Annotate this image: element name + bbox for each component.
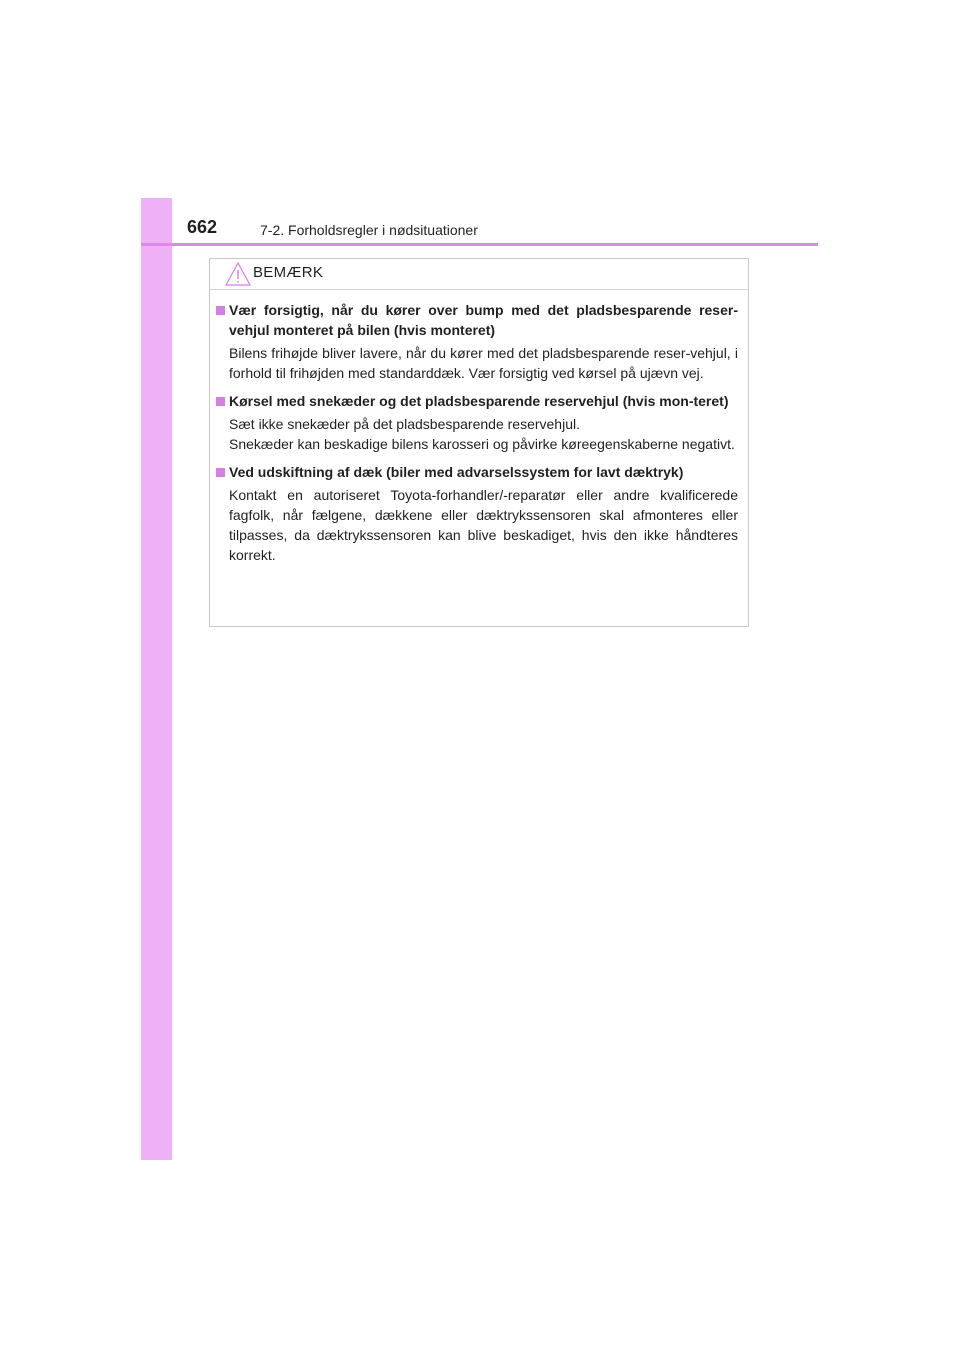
notice-header	[210, 259, 748, 290]
notice-title: BEMÆRK	[253, 264, 324, 281]
notice-item-text	[216, 343, 738, 383]
notice-item	[216, 391, 738, 454]
chapter-side-tab	[141, 198, 172, 1160]
section-title: 7-2. Forholdsregler i nødsituationer	[260, 222, 478, 238]
notice-item-text	[216, 485, 738, 565]
square-bullet-icon	[216, 468, 225, 477]
notice-body	[210, 290, 748, 565]
paragraph: Kontakt en autoriseret Toyota-forhandler/-reparatør eller andre kvalificerede fagfolk, når fælgene, dækkene eller dæktrykssensoren skal afmonteres eller tilpasses, da dæktrykssensoren kan blive beskadiget, hvis den ikke håndteres korrekt.	[229, 487, 738, 563]
notice-item	[216, 462, 738, 565]
paragraph: Snekæder kan beskadige bilens karosseri og påvirke køreegenskaberne negativt.	[229, 436, 735, 452]
notice-item-title: Vær forsigtig, når du kører over bump med det pladsbesparende reser-vehjul monteret på bilen (hvis monteret)	[216, 300, 738, 340]
warning-triangle-icon	[224, 261, 252, 287]
notice-item-title: Ved udskiftning af dæk (biler med advarselssystem for lavt dæktryk)	[216, 462, 738, 482]
square-bullet-icon	[216, 397, 225, 406]
notice-box	[209, 258, 749, 627]
notice-item-text	[216, 414, 738, 454]
notice-item-title: Kørsel med snekæder og det pladsbesparende reservehjul (hvis mon-teret)	[216, 391, 738, 411]
paragraph: Sæt ikke snekæder på det pladsbesparende reservehjul.	[229, 416, 580, 432]
header-rule	[141, 243, 818, 246]
page-number: 662	[187, 217, 218, 237]
square-bullet-icon	[216, 306, 225, 315]
notice-item	[216, 300, 738, 383]
paragraph: Bilens frihøjde bliver lavere, når du kører med det pladsbesparende reser-vehjul, i forhold til frihøjden med standarddæk. Vær forsigtig ved kørsel på ujævn vej.	[229, 345, 738, 381]
